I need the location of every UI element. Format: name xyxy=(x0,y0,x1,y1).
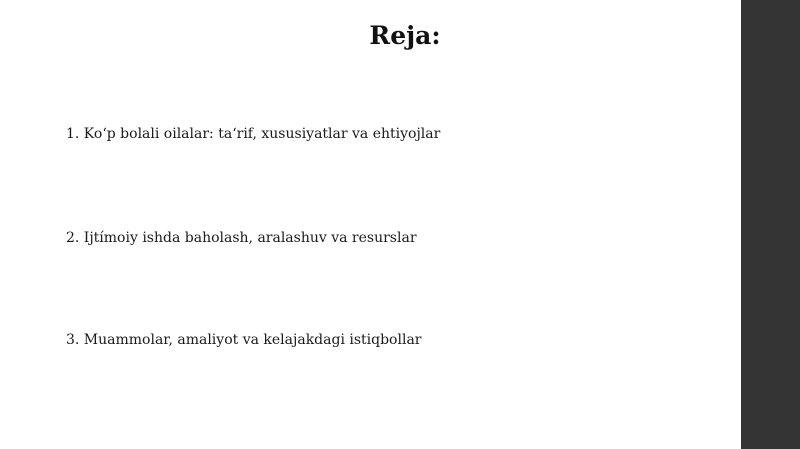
side-panel xyxy=(741,0,800,449)
plan-item-1: 1. Ko‘p bolali oilalar: ta‘rif, xususiyatlar va ehtiyojlar xyxy=(66,126,441,142)
plan-item-3: 3. Muammolar, amaliyot va kelajakdagi istiqbollar xyxy=(66,332,422,348)
slide-title: Reja: xyxy=(369,21,441,50)
plan-item-2: 2. Ijtímoiy ishda baholash, aralashuv va resurslar xyxy=(66,230,417,246)
